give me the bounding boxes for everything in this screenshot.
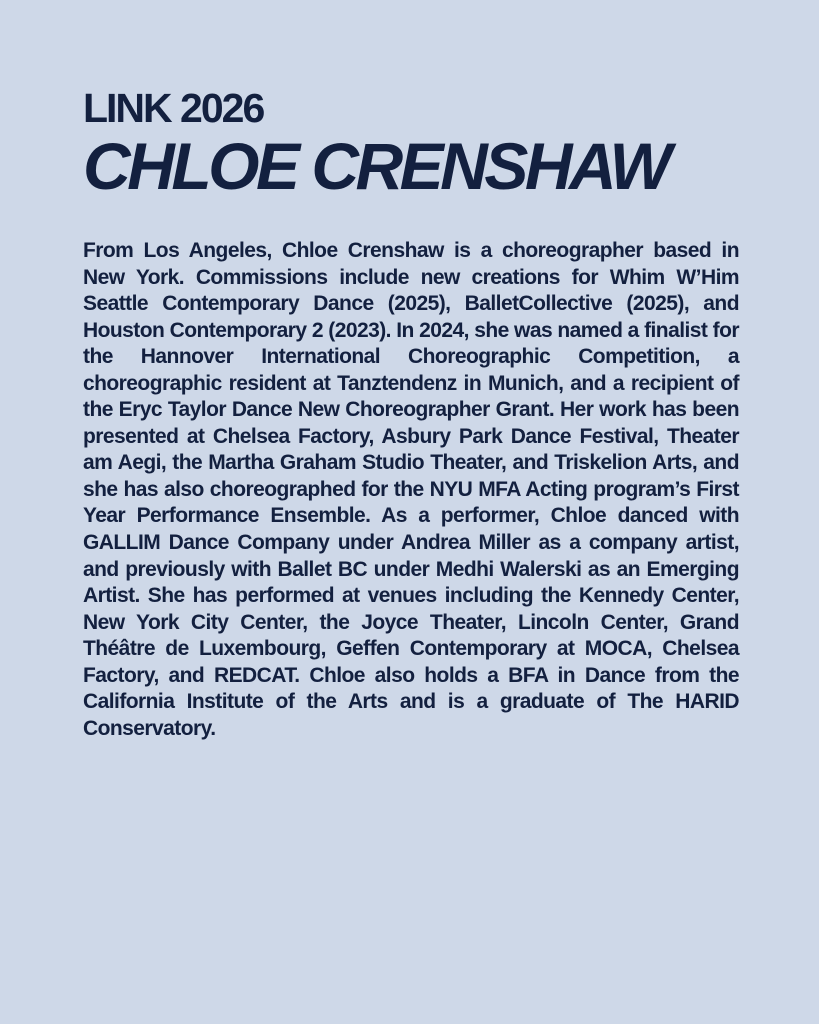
event-label: LINK 2026 [83,85,264,131]
bio-paragraph: From Los Angeles, Chloe Crenshaw is a choreographer based in New York. Commissions include new creations for Whim W’Him Seattle Contemporary Dance (2025), BalletCollective (2025), and Houston Contemporary 2 (2023). In 2024, she was named a finalist for the Hannover International Choreographic Competition, a choreographic resident at Tanztendenz in Munich, and a recipient of the Eryc Taylor Dance New Choreographer Grant. Her work has been presented at Chelsea Factory, Asbury Park Dance Festival, Theater am Aegi, the Martha Graham Studio Theater, and Triskelion Arts, and she has also choreographed for the NYU MFA Acting program’s First Year Performance Ensemble. As a performer, Chloe danced with GALLIM Dance Company under Andrea Miller as a company artist, and previously with Ballet BC under Medhi Walerski as an Emerging Artist. She has performed at venues including the Kennedy Center, New York City Center, the Joyce Theater, Lincoln Center, Grand Théâtre de Luxembourg, Geffen Contemporary at MOCA, Chelsea Factory, and REDCAT. Chloe also holds a BFA in Dance from the California Institute of the Arts and is a graduate of The HARID Conservatory. [83,239,739,740]
artist-name: CHLOE CRENSHAW [83,129,669,203]
